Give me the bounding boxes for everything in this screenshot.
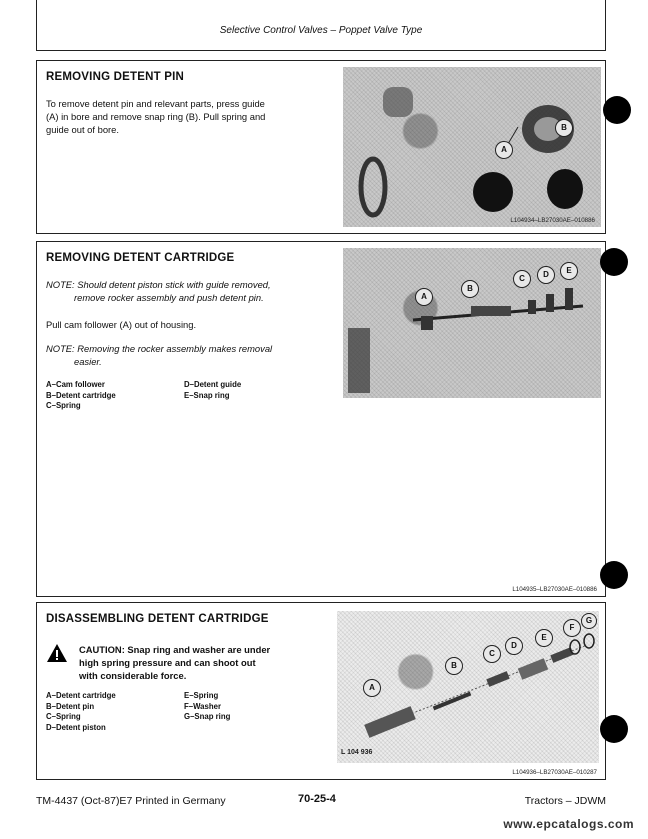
legend-left xyxy=(46,380,116,412)
footer-product: Tractors – JDWM xyxy=(524,795,606,807)
section-disassembling-detent-cartridge xyxy=(36,602,606,780)
tab-marker-4 xyxy=(600,715,628,743)
note-text: Removing the rocker assembly makes removal xyxy=(77,343,273,354)
callout-f: F xyxy=(563,619,581,637)
legend-item: A–Cam follower xyxy=(46,380,105,389)
tab-marker-1 xyxy=(603,96,631,124)
legend-item: E–Spring xyxy=(184,691,219,700)
note-label: NOTE: xyxy=(46,343,75,354)
text-line: guide out of bore. xyxy=(46,124,119,135)
note-label: NOTE: xyxy=(46,279,75,290)
watermark: www.epcatalogs.com xyxy=(503,817,634,831)
section-removing-detent-pin xyxy=(36,60,606,234)
legend-item: E–Snap ring xyxy=(184,390,230,400)
callout-c: C xyxy=(513,270,531,288)
legend-item: D–Detent guide xyxy=(184,380,242,389)
legend-item: C–Spring xyxy=(46,712,81,721)
note-1 xyxy=(46,278,316,304)
callout-e: E xyxy=(535,629,553,647)
section-title: DISASSEMBLING DETENT CARTRIDGE xyxy=(46,613,269,625)
note-text: easier. xyxy=(74,356,102,367)
callout-a: A xyxy=(363,679,381,697)
legend-item: G–Snap ring xyxy=(184,712,231,721)
legend-item: D–Detent piston xyxy=(46,722,106,732)
footer-document-id: TM-4437 (Oct-87)E7 Printed in Germany xyxy=(36,795,226,807)
caution-line: CAUTION: Snap ring and washer are under xyxy=(79,644,271,655)
exploded-view-detent-cartridge xyxy=(337,611,599,763)
legend-right xyxy=(184,691,230,723)
callout-a: A xyxy=(415,288,433,306)
note-text: Should detent piston stick with guide removed, xyxy=(77,279,271,290)
callout-a: A xyxy=(495,141,513,159)
callout-d: D xyxy=(537,266,555,284)
callout-b: B xyxy=(445,657,463,675)
legend-item: F–Washer xyxy=(184,701,221,711)
callout-b: B xyxy=(555,119,573,137)
figure-id: L104935–LB27030AE–010886 xyxy=(512,586,597,593)
callout-b: B xyxy=(461,280,479,298)
header-box xyxy=(36,0,606,51)
photo-detent-cartridge xyxy=(343,248,601,398)
legend-right xyxy=(184,380,241,401)
legend-item: B–Detent cartridge xyxy=(46,390,116,400)
note-2 xyxy=(46,342,316,368)
callout-d: D xyxy=(505,637,523,655)
photo-illustration xyxy=(343,67,601,227)
header-title: Selective Control Valves – Poppet Valve Type xyxy=(219,25,423,36)
caution-icon xyxy=(46,643,68,663)
callout-e: E xyxy=(560,262,578,280)
figure-id: L104936–LB27030AE–010287 xyxy=(512,769,597,776)
figure-id: L104934–LB27030AE–010886 xyxy=(510,217,595,224)
caution-line: with considerable force. xyxy=(79,670,187,681)
text-line: (A) in bore and remove snap ring (B). Pull spring and xyxy=(46,111,266,122)
callout-g: G xyxy=(581,613,597,629)
photo-label: L 104 936 xyxy=(341,749,373,756)
legend-item: B–Detent pin xyxy=(46,701,95,711)
legend-item: A–Detent cartridge xyxy=(46,691,116,700)
legend-item: C–Spring xyxy=(46,401,81,410)
photo-detent-pin xyxy=(343,67,601,227)
footer-page-number: 70-25-4 xyxy=(298,793,336,805)
callout-c: C xyxy=(483,645,501,663)
note-text: remove rocker assembly and push detent pin. xyxy=(74,292,264,303)
tab-marker-2 xyxy=(600,248,628,276)
caution-line: high spring pressure and can shoot out xyxy=(79,657,256,668)
instruction-text: Pull cam follower (A) out of housing. xyxy=(46,319,197,330)
caution-text xyxy=(79,643,359,682)
section-title: REMOVING DETENT CARTRIDGE xyxy=(46,252,235,264)
section-title: REMOVING DETENT PIN xyxy=(46,71,184,83)
section-removing-detent-cartridge xyxy=(36,241,606,597)
legend-left xyxy=(46,691,116,733)
text-line: To remove detent pin and relevant parts, press guide xyxy=(46,98,265,109)
instruction-text xyxy=(46,97,265,136)
tab-marker-3 xyxy=(600,561,628,589)
